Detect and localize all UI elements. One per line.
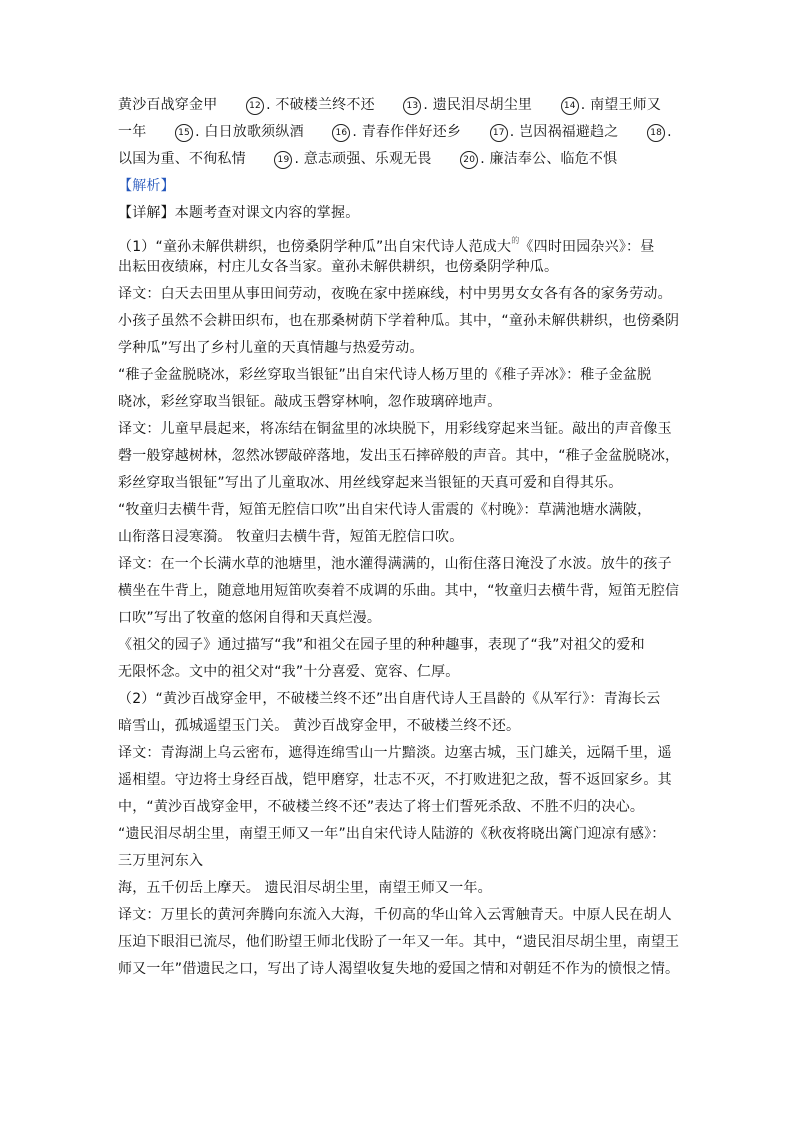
text-line: “遗民泪尽胡尘里，南望王师又一年”出自宋代诗人陆游的《秋夜将晓出篱门迎凉有感》： (118, 826, 666, 842)
text-line: 晓冰，彩丝穿取当银钲。敲成玉磬穿林响，忽作玻璃碎地声。 (118, 394, 502, 410)
superscript-note: 的 (511, 236, 520, 245)
answer-14: . 南望王师又 (580, 97, 662, 113)
answer-18: . (667, 124, 672, 140)
answer-20: . 廉洁奉公、临危不惧 (480, 151, 618, 167)
text-line: 山衔落日浸寒漪。 牧童归去横牛背，短笛无腔信口吹。 (118, 529, 464, 545)
answer-13: . 遗民泪尽胡尘里 (423, 97, 533, 113)
answer-19: . 意志顽强、乐观无畏 (294, 151, 432, 167)
circled-number-12: 12 (246, 97, 264, 115)
answer-12: . 不破楼兰终不还 (266, 97, 375, 113)
document-page (118, 92, 684, 983)
circled-number-15: 15 (175, 124, 193, 142)
paragraph-4-translation (118, 416, 684, 497)
paragraph-3 (118, 362, 684, 416)
text-line: 彩丝穿取当银钲”写出了儿童取冰、用丝线穿起来当银钲的天真可爱和自得其乐。 (118, 475, 623, 491)
answer-list (118, 92, 684, 173)
paragraph-11-translation (118, 902, 684, 983)
paragraph-6-translation (118, 551, 684, 632)
text-line: “牧童归去横牛背，短笛无腔信口吹”出自宋代诗人雷震的《村晚》：草满池塘水满陂， (118, 502, 652, 518)
text-line: 译文：儿童早晨起来，将冻结在铜盆里的冰块脱下，用彩线穿起来当钲。敲出的声音像玉 (118, 421, 672, 437)
text-line: 学种瓜”写出了乡村儿童的天真情趣与热爱劳动。 (118, 340, 424, 356)
answer-line-3 (118, 146, 684, 173)
text-line: 口吹”写出了牧童的悠闲自得和天真烂漫。 (118, 610, 382, 626)
text-line: 译文：白天去田里从事田间劳动，夜晚在家中搓麻线，村中男男女女各有各的家务劳动。 (118, 286, 672, 302)
circled-number-17: 17 (490, 124, 508, 142)
text-line: 无限怀念。文中的祖父对“我”十分喜爱、宽容、仁厚。 (118, 664, 460, 680)
text-line: 海，五千仞岳上摩天。 遗民泪尽胡尘里，南望王师又一年。 (118, 880, 492, 896)
circled-number-16: 16 (332, 124, 350, 142)
text-line: （2）“黄沙百战穿金甲，不破楼兰终不还”出自唐代诗人王昌龄的《从军行》：青海长云 (118, 691, 661, 707)
text-line: 中，“黄沙百战穿金甲，不破楼兰终不还”表达了将士们誓死杀敌、不胜不归的决心。 (118, 799, 645, 815)
text-line: 译文：青海湖上乌云密布，遮得连绵雪山一片黯淡。边塞古城，玉门雄关，远隔千里，遥 (118, 745, 672, 761)
text-line: 磬一般穿越树林，忽然冰锣敲碎落地，发出玉石摔碎般的声音。其中，“稚子金盆脱晓冰， (118, 448, 680, 464)
answer-18-cont: 以国为重、不徇私情 (118, 151, 246, 167)
paragraph-2-translation (118, 281, 684, 362)
text-line: 遥相望。守边将士身经百战，铠甲磨穿，壮志不灭，不打败进犯之敌，誓不返回家乡。其 (118, 772, 672, 788)
answer-16: . 青春作伴好还乡 (352, 124, 462, 140)
detail-intro: 【详解】本题考查对课文内容的掌握。 (118, 205, 360, 221)
paragraph-8 (118, 686, 684, 740)
text-line: 暗雪山，孤城遥望玉门关。 黄沙百战穿金甲，不破楼兰终不还。 (118, 718, 521, 734)
text-line (118, 227, 684, 254)
text-line: 横坐在牛背上，随意地用短笛吹奏着不成调的乐曲。其中，“牧童归去横牛背，短笛无腔信 (118, 583, 680, 599)
text-line: 压迫下眼泪已流尽，他们盼望王师北伐盼了一年又一年。其中，“遗民泪尽胡尘里，南望王 (118, 934, 680, 950)
circled-number-18: 18 (647, 124, 665, 142)
answer-17: . 岂因祸福避趋之 (509, 124, 619, 140)
circled-number-20: 20 (460, 151, 478, 169)
text-line: 译文：在一个长满水草的池塘里，池水灌得满满的，山衔住落日淹没了水波。放牛的孩子 (118, 556, 672, 572)
paragraph-7 (118, 632, 684, 686)
text-line: 师又一年”借遗民之口，写出了诗人渴望收复失地的爱国之情和对朝廷不作为的愤恨之情。 (118, 961, 680, 977)
paragraph-10 (118, 821, 684, 902)
text-span: （1）“童孙未解供耕织，也傍桑阴学种瓜”出自宋代诗人范成大 (118, 239, 512, 255)
answer-line-1 (118, 92, 684, 119)
text-line: “稚子金盆脱晓冰，彩丝穿取当银钲”出自宋代诗人杨万里的《稚子弄冰》：稚子金盆脱 (118, 367, 652, 383)
text-line: 《祖父的园子》通过描写“我”和祖父在园子里的种种趣事，表现了“我”对祖父的爱和 (118, 637, 645, 653)
paragraph-1 (118, 227, 684, 281)
text-line: 出耘田夜绩麻，村庄儿女各当家。童孙未解供耕织，也傍桑阴学种瓜。 (118, 259, 559, 275)
text-line: 三万里河东入 (118, 853, 204, 869)
text-span: 《四时田园杂兴》：昼 (519, 239, 655, 255)
paragraph-5 (118, 497, 684, 551)
text-line: 译文：万里长的黄河奔腾向东流入大海，千仞高的华山耸入云霄触青天。中原人民在胡人 (118, 907, 672, 923)
answer-15: . 白日放歌须纵酒 (195, 124, 304, 140)
circled-number-14: 14 (561, 97, 579, 115)
text-line: 小孩子虽然不会耕田织布，也在那桑树荫下学着种瓜。其中，“童孙未解供耕织，也傍桑阴 (118, 313, 680, 329)
paragraph-9-translation (118, 740, 684, 821)
circled-number-19: 19 (274, 151, 292, 169)
answer-11: 黄沙百战穿金甲 (118, 97, 218, 113)
circled-number-13: 13 (403, 97, 421, 115)
answer-14-cont: 一年 (118, 124, 147, 140)
analysis-heading: 【解析】 (118, 178, 175, 194)
answer-line-2 (118, 119, 684, 146)
